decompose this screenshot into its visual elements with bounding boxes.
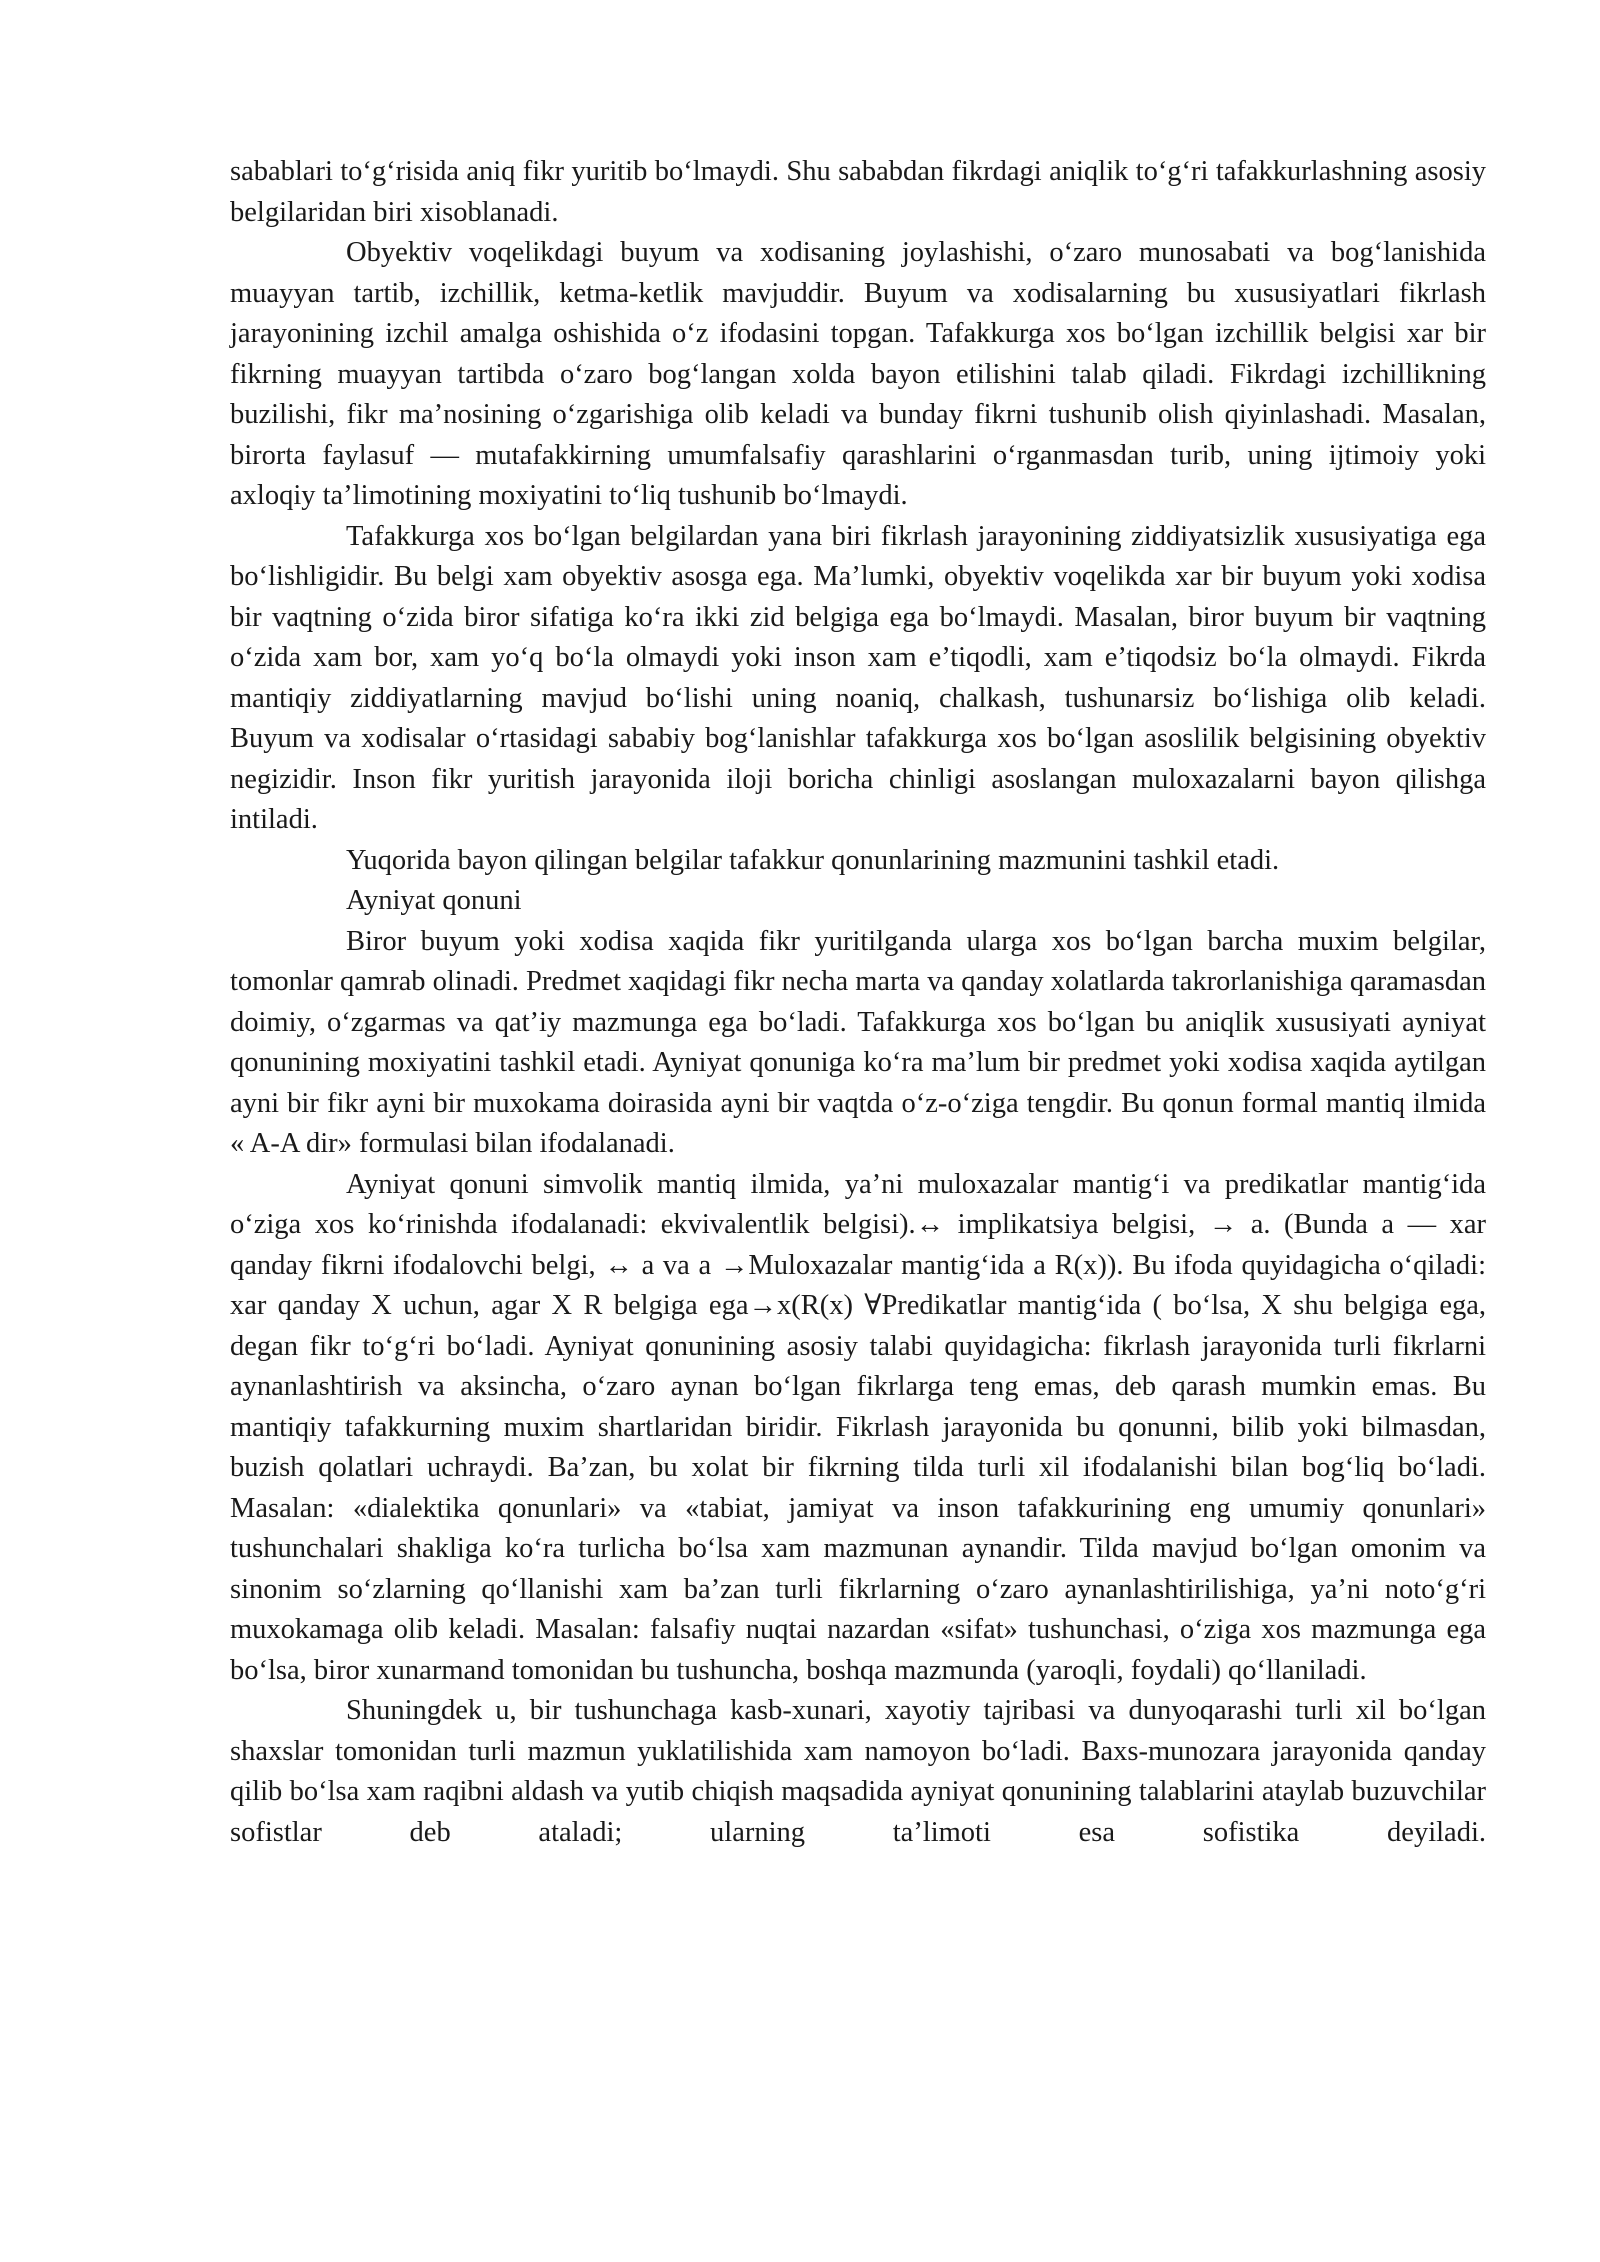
paragraph-2: Obyektiv voqelikdagi buyum va xodisaning joylashishi, o‘zaro munosabati va bog‘lanishida muayyan tartib, izchillik, ketma-ketlik mavjuddir. Buyum va xodisalarning bu xususiyatlari fikrlash jarayonining izchil amalga oshishida o‘z ifodasini topgan. Tafakkurga xos bo‘lgan izchillik belgisi xar bir fikrning muayyan tartibda o‘zaro bog‘langan xolda bayon etilishini talab qiladi. Fikrdagi izchillikning buzilishi, fikr ma’nosining o‘zgarishiga olib keladi va bunday fikrni tushunib olish qiyinlashadi. Masalan, birorta faylasuf — mutafakkirning umumfalsafiy qarashlarini o‘rganmasdan turib, uning ijtimoiy yoki axloqiy ta’limotining moxiyatini to‘liq tushunib bo‘lmaydi. <box>230 237 1486 511</box>
paragraph-4: Buyum va xodisalar o‘rtasidagi sababiy bog‘lanishlar tafakkurga xos bo‘lgan asoslilik belgisining obyektiv negizidir. Inson fikr yuritish jarayonida iloji boricha chinligi asoslangan muloxazalarni bayon qilishga intiladi. <box>230 723 1486 835</box>
section-heading: Ayniyat qonuni <box>346 885 522 916</box>
paragraph-7: Ayniyat qonuni simvolik mantiq ilmida, ya’ni muloxazalar mantig‘i va predikatlar mantig‘ida o‘ziga xos ko‘rinishda ifodalanadi: ekvivalentlik belgisi).↔ implikatsiya belgisi, → a. (Bunda a — xar qanday fikrni ifodalovchi belgi, ↔ a va a →Muloxazalar mantig‘ida a R(x)). Bu ifoda quyidagicha o‘qiladi: xar qanday X uchun, agar X R belgiga ega→x(R(x) ∀Predikatlar mantig‘ida ( bo‘lsa, X shu belgiga ega, degan fikr to‘g‘ri bo‘ladi. Ayniyat qonunining asosiy talabi quyidagicha: fikrlash jarayonida turli fikrlarni aynanlashtirish va aksincha, o‘zaro aynan bo‘lgan fikrlarga teng emas, deb qarash mumkin emas. Bu mantiqiy tafakkurning muxim shartlaridan biridir. Fikrlash jarayonida bu qonunni, bilib yoki bilmasdan, buzish qolatlari uchraydi. Ba’zan, bu xolat bir fikrning tilda turli xil ifodalanishi bilan bog‘liq bo‘ladi. Masalan: «dialektika qonunlari» va «tabiat, jamiyat va inson tafakkurining eng umumiy qonunlari» tushunchalari shakliga ko‘ra turlicha bo‘lsa xam mazmunan aynandir. Tilda mavjud bo‘lgan omonim va sinonim so‘zlarning qo‘llanishi xam ba’zan turli fikrlarning o‘zaro aynanlashtirilishiga, ya’ni noto‘g‘ri muxokamaga olib keladi. Masalan: falsafiy nuqtai nazardan «sifat» tushunchasi, o‘ziga xos mazmunga ega bo‘lsa, biror xunarmand tomonidan bu tushuncha, boshqa mazmunda (yaroqli, foydali) qo‘llaniladi. <box>230 1168 1486 1686</box>
paragraph-5: Yuqorida bayon qilingan belgilar tafakkur qonunlarining mazmunini tashkil etadi. <box>346 844 1280 876</box>
paragraph-1: sabablari to‘g‘risida aniq fikr yuritib bo‘lmaydi. Shu sababdan fikrdagi aniqlik to‘g‘ri tafakkurlashning asosiy belgilaridan biri xisoblanadi. <box>230 156 1486 228</box>
paragraph-6: Biror buyum yoki xodisa xaqida fikr yuritilganda ularga xos bo‘lgan barcha muxim belgilar, tomonlar qamrab olinadi. Predmet xaqidagi fikr necha marta va qanday xolatlarda takrorlanishiga qaramasdan doimiy, o‘zgarmas va qat’iy mazmunga ega bo‘ladi. Tafakkurga xos bo‘lgan bu aniqlik xususiyati ayniyat qonunining moxiyatini tashkil etadi. Ayniyat qonuniga ko‘ra ma’lum bir predmet yoki xodisa xaqida aytilgan ayni bir fikr ayni bir muxokama doirasida ayni bir vaqtda o‘z-o‘ziga tengdir. Bu qonun formal mantiq ilmida « A-A dir» formulasi bilan ifodalanadi. <box>230 925 1486 1159</box>
paragraph-3: Tafakkurga xos bo‘lgan belgilardan yana biri fikrlash jarayonining ziddiyatsizlik xususiyatiga ega bo‘lishligidir. Bu belgi xam obyektiv asosga ega. Ma’lumki, obyektiv voqelikda xar bir buyum yoki xodisa bir vaqtning o‘zida biror sifatiga ko‘ra ikki zid belgiga ega bo‘lmaydi. Masalan, biror buyum bir vaqtning o‘zida xam bor, xam yo‘q bo‘la olmaydi yoki inson xam e’tiqodli, xam e’tiqodsiz bo‘la olmaydi. Fikrda mantiqiy ziddiyatlarning mavjud bo‘lishi uning noaniq, chalkash, tushunarsiz bo‘lishiga olib keladi. <box>230 520 1486 714</box>
paragraph-8: Shuningdek u, bir tushunchaga kasb-xunari, xayotiy tajribasi va dunyoqarashi turli xil bo‘lgan shaxslar tomonidan turli mazmun yuklatilishida xam namoyon bo‘ladi. Baxs-munozara jarayonida qanday qilib bo‘lsa xam raqibni aldash va yutib chiqish maqsadida ayniyat qonunining talablarini ataylab buzuvchilar sofistlar deb ataladi; ularning ta’limoti esa sofistika deyiladi. <box>230 1695 1486 1848</box>
document-page <box>230 152 1486 1853</box>
